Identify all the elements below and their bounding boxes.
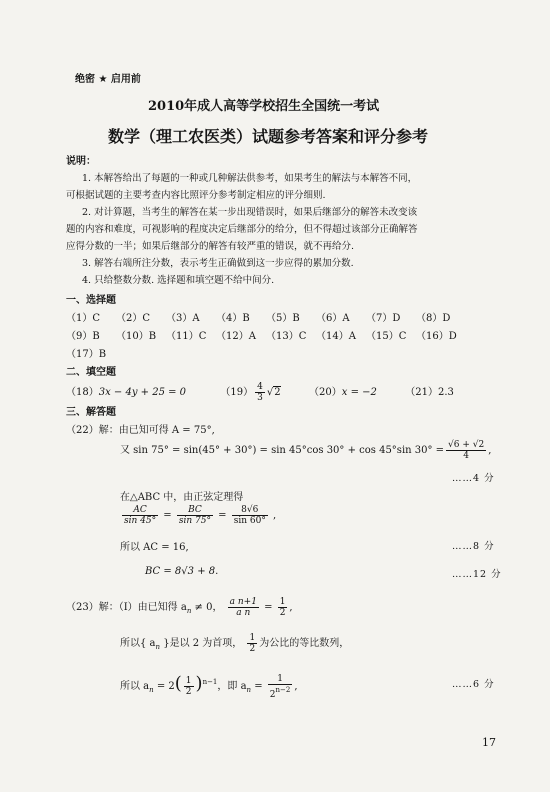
score-note: ……8 分 <box>452 541 495 552</box>
equation-text: （23）解：（Ⅰ）由已知得 a <box>66 602 187 613</box>
note-line: 3. 解答右端所注分数，表示考生正确做到这一步应得的累加分数. <box>82 258 354 269</box>
q22-line: 所以 AC = 16, <box>120 542 189 553</box>
equation-text: 所以 a <box>120 681 150 692</box>
choice-answer: （17）B <box>66 349 107 360</box>
fill-answer: 3x − 4y + 25 = 0 <box>98 387 187 398</box>
q23-line: 所以 $a_n = 2$( $\frac{1}{2}$ )$^{n-1}$，即 $a_n$ = $\frac{1}{2^{n-2}}$ , <box>120 673 298 700</box>
fraction: $\frac{1}{2^{n-2}}$ <box>269 673 291 700</box>
choice-answers-row <box>66 309 466 324</box>
fill-answer-label: （18） <box>66 387 99 398</box>
equation-text: ，即 a <box>217 681 247 692</box>
choice-answer: （10）B <box>116 331 157 342</box>
q23-intro: （23）解：（Ⅰ）由已知得 $a_n \ne 0$， $\frac{\text{a n+1}}{\text{a n}}$ = $\frac{1}{2}$ , <box>66 597 293 618</box>
fill-answer-label: （20） <box>309 387 342 398</box>
choice-answer: （4）B <box>216 313 250 324</box>
equation-text: 又 sin 75° = sin(45° + 30°) = sin 45°cos 30° + cos 45°sin 30° = <box>120 445 445 456</box>
fraction: $\frac{1}{2}$ <box>249 633 256 654</box>
choice-answer: （13）C <box>266 331 307 342</box>
fraction: $\frac{AC}{\sin 45^\circ}$ <box>124 505 157 526</box>
q22-line <box>120 440 491 461</box>
note-line: 2. 对计算题，当考生的解答在某一步出现错误时，如果后继部分的解答未改变该 <box>82 207 418 218</box>
notes-heading: 说明： <box>66 156 96 167</box>
fraction: $\frac{√6 + √2}{4}$ <box>448 440 485 461</box>
section-fill-title: 二、填空题 <box>66 367 116 378</box>
fill-answers-row <box>66 382 454 403</box>
choice-answer: （8）D <box>416 313 451 324</box>
sqrt-icon: √ <box>266 387 274 398</box>
choice-answer: （11）C <box>166 331 207 342</box>
fill-answer: 2.3 <box>437 387 454 398</box>
document-title: 数学（理工农医类）试题参考答案和评分参考 <box>108 127 429 146</box>
equation-text: 所以{ a <box>120 638 156 649</box>
punctuation: , <box>488 445 492 456</box>
subscript: n <box>246 686 252 694</box>
q22-sine-rule: $\frac{AC}{\sin 45^\circ}$ = $\frac{BC}{\sin 75^\circ}$ = $\frac{8√6}{\sin 60^\circ}$ , <box>124 505 277 526</box>
fraction: $\frac{\text{a n+1}}{\text{a n}}$ <box>229 597 257 618</box>
note-line: 可根据试题的主要考查内容比照评分参考制定相应的评分细则. <box>66 190 326 201</box>
exam-title: 2010年成人高等学校招生全国统一考试 <box>148 99 380 114</box>
q22-intro: （22）解：由已知可得 A = 75°, <box>66 425 215 436</box>
section-choice-title: 一、选择题 <box>66 295 116 306</box>
fill-answer-label: （19） <box>220 387 254 398</box>
fraction: $\frac{BC}{\sin 75^\circ}$ <box>178 505 211 526</box>
fraction: $\frac{1}{2}$ <box>279 597 286 618</box>
choice-answer: （1）C <box>66 313 101 324</box>
note-line: 4. 只给整数分数. 选择题和填空题不给中间分. <box>82 275 275 286</box>
subscript: n <box>155 643 161 651</box>
equation-text: = 2 <box>153 681 175 692</box>
section-solution-title: 三、解答题 <box>66 407 116 418</box>
q22-line: 在△ABC 中，由正弦定理得 <box>120 492 244 503</box>
score-note: ……12 分 <box>452 569 502 580</box>
score-note: ……4 分 <box>452 473 495 484</box>
radicand: 2 <box>274 387 281 398</box>
q23-line <box>120 633 349 654</box>
subscript: n <box>186 607 192 615</box>
equation-text: 为公比的等比数列， <box>259 638 350 649</box>
superscript: n−1 <box>202 678 218 686</box>
subscript: n <box>149 686 154 694</box>
choice-answer: （5）B <box>266 313 300 324</box>
choice-answers-row <box>66 345 116 360</box>
choice-answer: （14）A <box>316 331 356 342</box>
choice-answer: （7）D <box>366 313 401 324</box>
punctuation: , <box>294 681 298 692</box>
choice-answer: （12）A <box>216 331 256 342</box>
fraction: $\frac{1}{2}$ <box>185 676 192 697</box>
choice-answer: （16）D <box>416 331 457 342</box>
confidential-label: 绝密 ★ 启用前 <box>75 74 141 85</box>
fill-answer-label: （21） <box>405 387 438 398</box>
choice-answers-row <box>66 327 466 342</box>
score-note: ……6 分 <box>452 679 495 690</box>
fraction: $\frac{4}{3}$ <box>257 382 263 403</box>
equation-text: = <box>251 681 263 692</box>
fill-answer: x = −2 <box>341 387 377 398</box>
choice-answer: （15）C <box>366 331 407 342</box>
choice-answer: （9）B <box>66 331 100 342</box>
equation-text: ≠ 0， <box>191 602 223 613</box>
note-line: 题的内容和难度，可视影响的程度决定后继部分的给分，但不得超过该部分正确解答 <box>66 224 418 235</box>
equation-text: }是以 2 为首项， <box>160 638 243 649</box>
q22-line: BC = 8√3 + 8. <box>145 566 219 577</box>
page-number: 17 <box>482 736 496 749</box>
choice-answer: （3）A <box>166 313 200 324</box>
fraction: $\frac{8√6}{\sin 60^\circ}$ <box>233 505 266 526</box>
choice-answer: （6）A <box>316 313 350 324</box>
choice-answer: （2）C <box>116 313 151 324</box>
note-line: 1. 本解答给出了每题的一种或几种解法供参考，如果考生的解法与本解答不同， <box>82 173 418 184</box>
note-line: 应得分数的一半；如果后继部分的解答有较严重的错误，就不再给分. <box>66 241 355 252</box>
